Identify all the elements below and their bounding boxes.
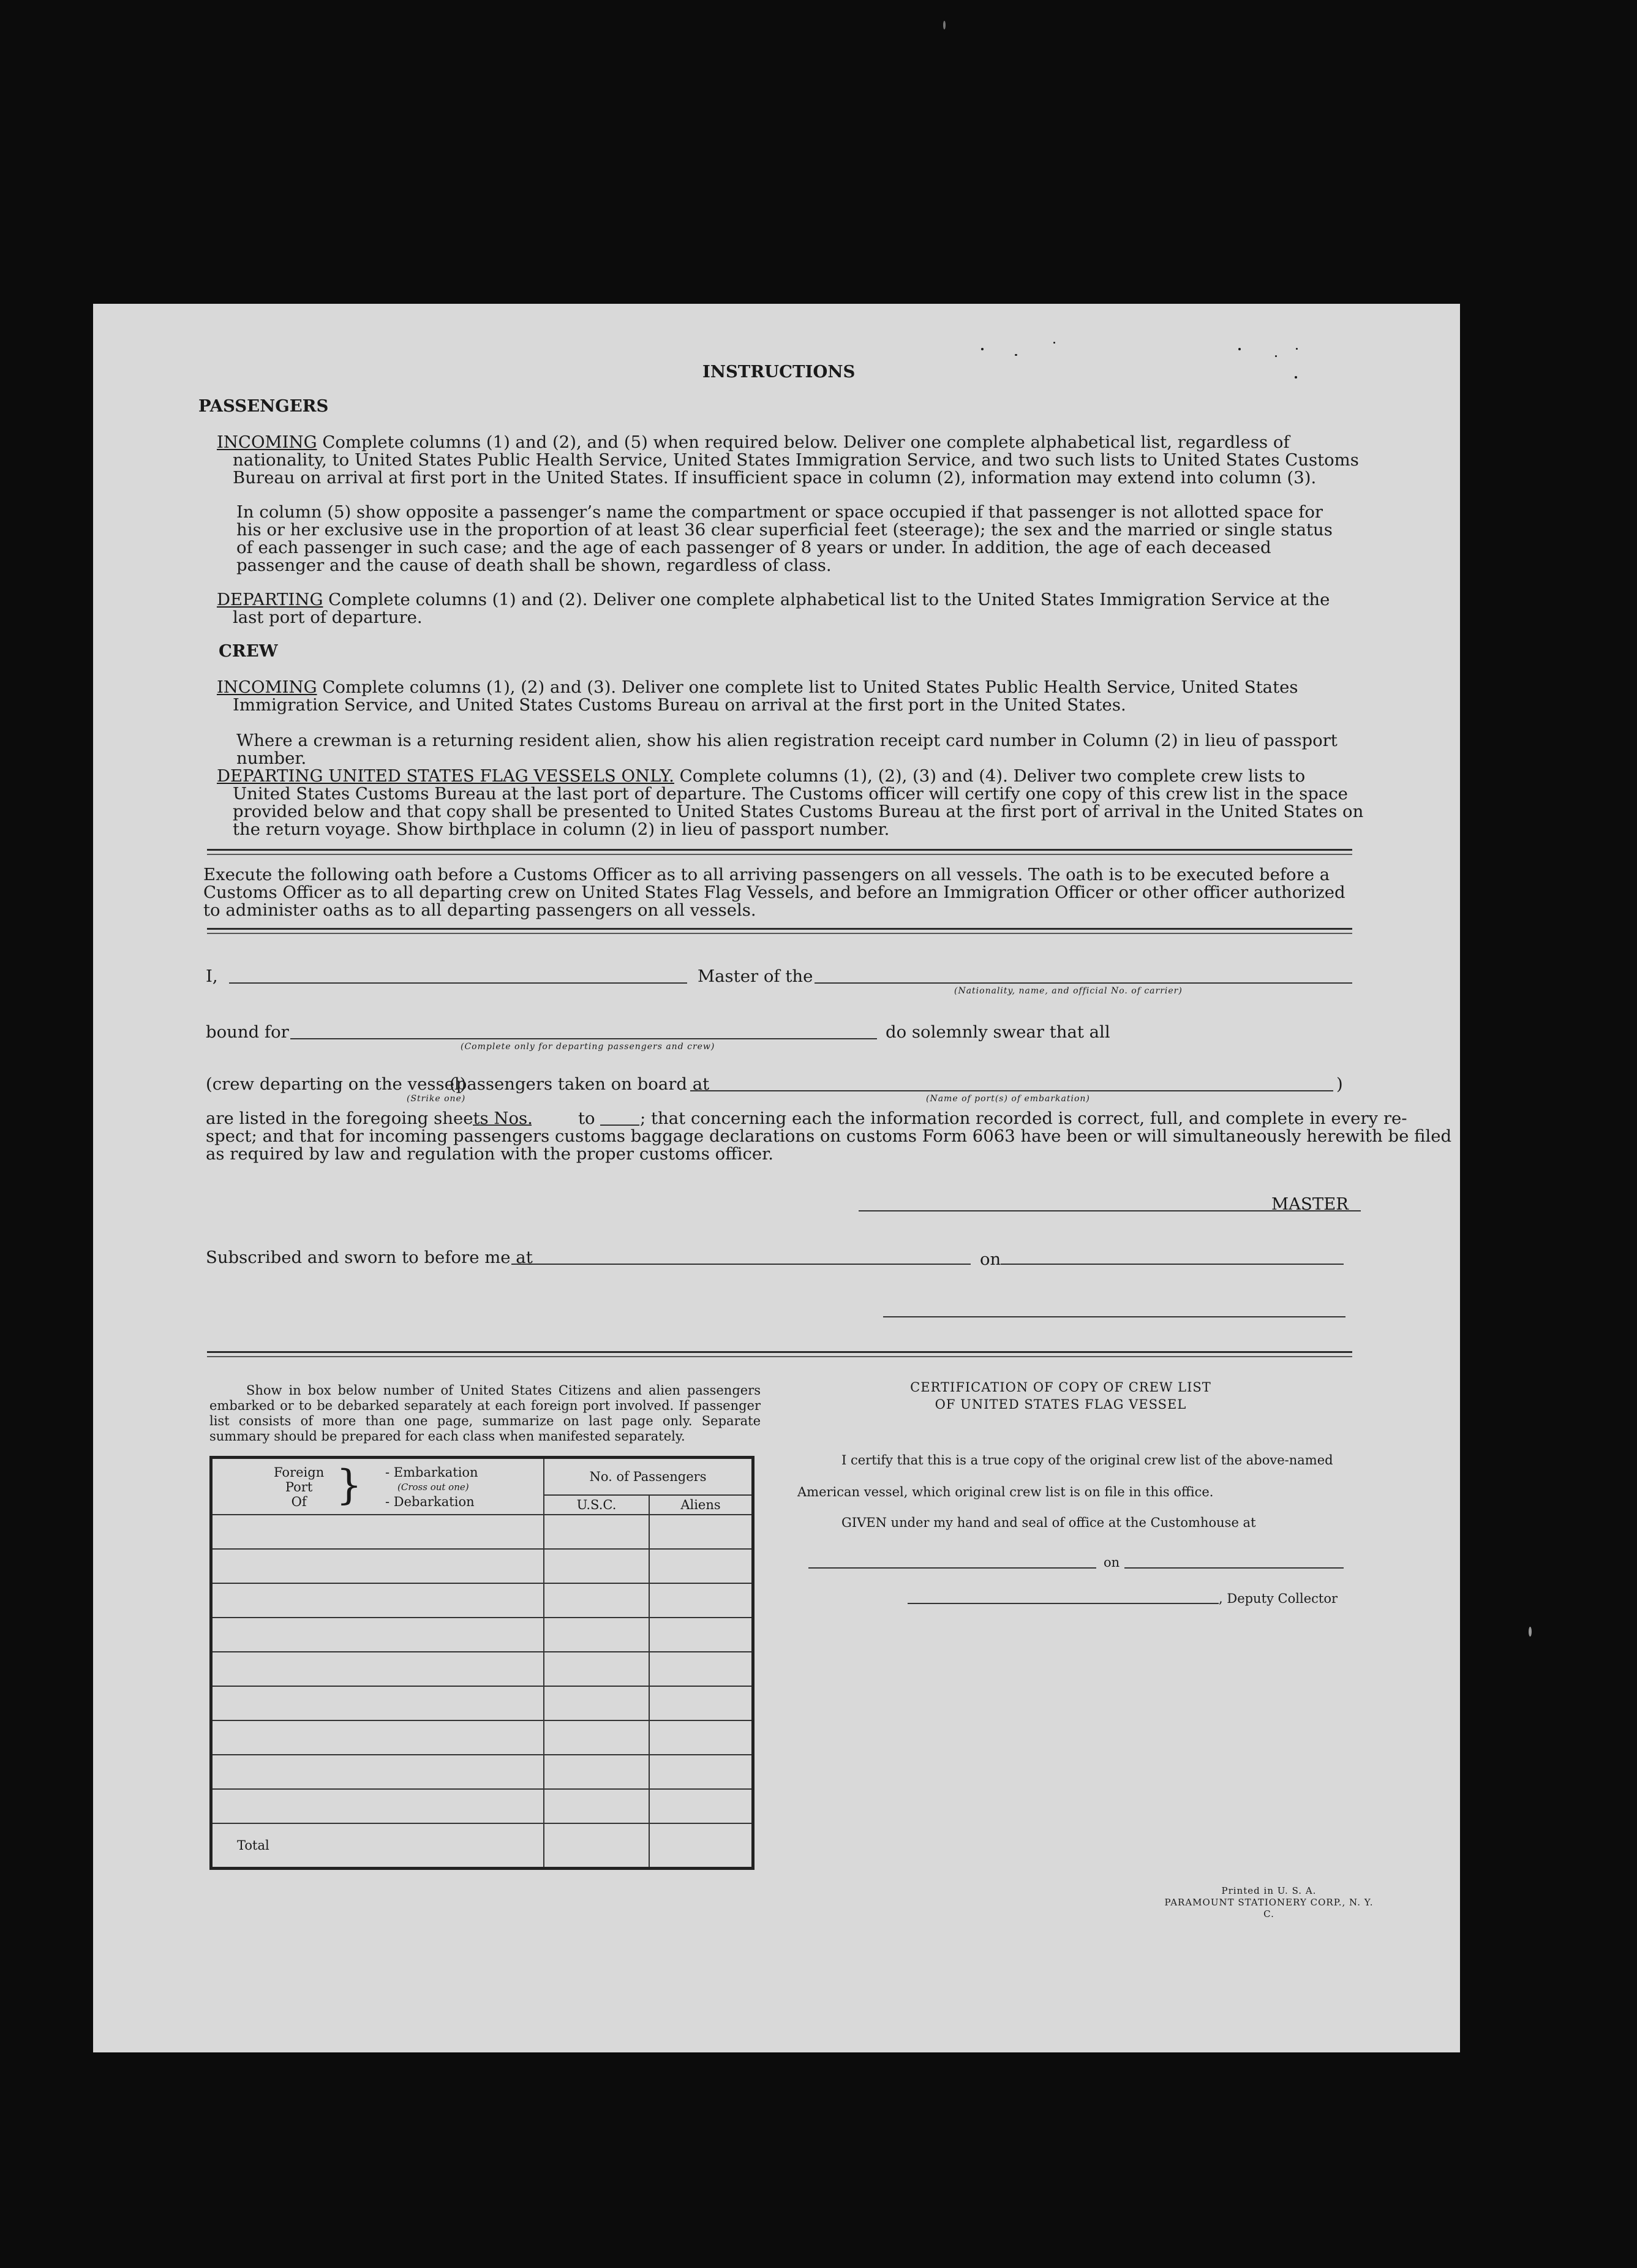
form-sheet [93, 304, 1460, 2052]
crew-departing-paragraph [217, 767, 1366, 838]
given-text: GIVEN under my hand and seal of office at the Customhouse at [841, 1515, 1256, 1530]
foreign-port-header [211, 1458, 544, 1515]
aliens-cell[interactable] [649, 1755, 753, 1789]
aliens-cell[interactable] [649, 1583, 753, 1618]
passengers-departing-text: Complete columns (1) and (2). Deliver one complete alphabetical list to the United States Immigration Service at the last port of departure. [233, 590, 1330, 627]
total-label: Total [211, 1823, 544, 1869]
officer-signature-field[interactable] [883, 1316, 1345, 1317]
respect-text: spect; and that for incoming passengers customs baggage declarations on customs Form 6063 have been or will simultaneously herewith be filed [206, 1126, 1452, 1146]
crew-heading: CREW [219, 641, 278, 661]
listed-label: are listed in the foregoing sheets Nos. [206, 1109, 533, 1128]
crew-alien-paragraph: Where a crewman is a returning resident alien, show his alien registration receipt card number in Column (2) in lieu of passport number. [236, 731, 1338, 768]
sworn-place-field[interactable] [511, 1264, 971, 1265]
table-row [211, 1652, 753, 1686]
usc-cell[interactable] [544, 1789, 649, 1823]
sworn-date-field[interactable] [1001, 1264, 1344, 1265]
column-5-paragraph: In column (5) show opposite a passenger’s name the compartment or space occupied if that passenger is not allotted space for his or her exclusive use in the proportion of at least 36 clear superficial feet (steerage); the sex and the married or single status of each passenger in such case; and the age of each passenger of 8 years or under. In addition, the age of each deceased passenger and the cause of death shall be shown, regardless of class. [236, 502, 1333, 575]
crew-departing-text: Complete columns (1), (2), (3) and (4). Deliver two complete crew lists to United States Customs Bureau at the last port of departure. The Customs officer will certify one copy of this crew list in the space provided below and that copy shall be presented to United States Customs Bureau at the first port of arrival in the United States on the return voyage. Show birthplace in column (2) in lieu of passport number. [233, 766, 1364, 839]
usc-cell[interactable] [544, 1618, 649, 1652]
table-row [211, 1789, 753, 1823]
certify-text: I certify that this is a true copy of the original crew list of the above-named [841, 1453, 1333, 1467]
table-row [211, 1549, 753, 1583]
crew-departing-option[interactable]: (crew departing on the vessel) [206, 1074, 467, 1094]
required-text: as required by law and regulation with the proper customs officer. [206, 1144, 774, 1164]
aliens-header: Aliens [649, 1495, 753, 1515]
debarkation-option[interactable]: - Debarkation [385, 1494, 475, 1509]
aliens-cell[interactable] [649, 1686, 753, 1720]
crew-incoming-label: INCOMING [217, 677, 317, 697]
crew-incoming-paragraph [217, 679, 1366, 714]
close-paren: ) [1336, 1074, 1343, 1094]
oath-intro: Execute the following oath before a Customs Officer as to all arriving passengers on all vessels. The oath is to be executed before a Customs Officer as to all departing crew on United States Flag Vessels, and before an Immigration Officer or other officer authorized to administer oaths as to all departing passengers on all vessels. [203, 865, 1345, 920]
strike-one-hint: (Strike one) [407, 1094, 466, 1104]
passengers-departing-label: DEPARTING [217, 590, 323, 609]
instructions-title: INSTRUCTIONS [702, 362, 856, 382]
speck [1296, 348, 1298, 350]
sworn-on-label: on [980, 1249, 1001, 1269]
table-row [211, 1618, 753, 1652]
speck [1238, 348, 1241, 350]
port-cell[interactable] [211, 1720, 544, 1755]
passengers-incoming-text: Complete columns (1) and (2), and (5) when required below. Deliver one complete alphabetical list, regardless of nationality, to United States Public Health Service, United States Immigration Service, and two such lists to United States Customs Bureau on arrival at first port in the United States. If insufficient space in column (2), information may extend into column (3). [233, 432, 1359, 488]
sheet-to-field[interactable] [600, 1125, 639, 1126]
certification-title-2: OF UNITED STATES FLAG VESSEL [935, 1397, 1187, 1412]
port-cell[interactable] [211, 1686, 544, 1720]
no-of-passengers-header: No. of Passengers [544, 1458, 753, 1496]
speck [1295, 376, 1297, 379]
passengers-incoming-label: INCOMING [217, 432, 317, 452]
aliens-cell[interactable] [649, 1720, 753, 1755]
carrier-hint: (Nationality, name, and official No. of carrier) [954, 986, 1183, 996]
table-row [211, 1686, 753, 1720]
customhouse-field[interactable] [808, 1567, 1096, 1569]
deputy-collector-label: , Deputy Collector [1219, 1591, 1338, 1606]
usc-cell[interactable] [544, 1515, 649, 1549]
aliens-cell[interactable] [649, 1515, 753, 1549]
speck [981, 348, 984, 350]
passengers-heading: PASSENGERS [198, 396, 329, 416]
printer-name: PARAMOUNT STATIONERY CORP., N. Y. C. [1164, 1897, 1374, 1920]
brace: } [336, 1461, 362, 1509]
of-label: Of [291, 1494, 307, 1509]
port-cell[interactable] [211, 1652, 544, 1686]
aliens-cell[interactable] [649, 1618, 753, 1652]
table-row [211, 1720, 753, 1755]
aliens-cell[interactable] [649, 1652, 753, 1686]
crew-incoming-text: Complete columns (1), (2) and (3). Deliver one complete list to United States Public Health Service, United States Immigration Service, and United States Customs Bureau on arrival at the first port in the United States. [233, 677, 1298, 715]
passenger-summary-table [209, 1456, 755, 1870]
embarkation-port-field[interactable] [690, 1090, 1333, 1091]
embarkation-option[interactable]: - Embarkation [385, 1465, 478, 1480]
cert-date-field[interactable] [1124, 1567, 1344, 1569]
aliens-cell[interactable] [649, 1789, 753, 1823]
foreign-label: Foreign [274, 1465, 325, 1480]
divider-summary [207, 1351, 1352, 1357]
divider-instructions [207, 849, 1352, 855]
total-aliens-cell[interactable] [649, 1823, 753, 1869]
speck [1275, 355, 1277, 357]
usc-cell[interactable] [544, 1583, 649, 1618]
aliens-cell[interactable] [649, 1549, 753, 1583]
sheet-from-field[interactable] [473, 1125, 532, 1126]
background-mark [943, 21, 946, 29]
table-row [211, 1515, 753, 1549]
master-of-label: Master of the [698, 966, 813, 986]
printer-imprint [1159, 1885, 1379, 1920]
cert-on-label: on [1104, 1555, 1120, 1570]
total-row [211, 1823, 753, 1869]
port-cell[interactable] [211, 1515, 544, 1549]
port-cell[interactable] [211, 1618, 544, 1652]
printed-in-usa: Printed in U. S. A. [1221, 1885, 1317, 1896]
subscribed-label: Subscribed and sworn to before me at [206, 1248, 533, 1267]
bound-for-label: bound for [206, 1022, 289, 1042]
port-cell[interactable] [211, 1789, 544, 1823]
master-name-field[interactable] [229, 982, 687, 984]
usc-cell[interactable] [544, 1549, 649, 1583]
port-cell[interactable] [211, 1583, 544, 1618]
crew-departing-label: DEPARTING UNITED STATES FLAG VESSELS ONLY. [217, 766, 674, 786]
swear-label: do solemnly swear that all [886, 1022, 1110, 1042]
cross-out-hint: (Cross out one) [397, 1482, 469, 1493]
bound-for-field[interactable] [290, 1038, 877, 1039]
passengers-incoming-paragraph [217, 434, 1366, 487]
master-label: MASTER [1271, 1194, 1349, 1214]
port-label: Port [285, 1480, 313, 1494]
usc-header: U.S.C. [544, 1495, 649, 1515]
i-label: I, [206, 966, 218, 986]
speck [1015, 354, 1017, 356]
usc-cell[interactable] [544, 1755, 649, 1789]
total-usc-cell[interactable] [544, 1823, 649, 1869]
deputy-signature-field[interactable] [908, 1603, 1219, 1604]
summary-note: Show in box below number of United States Citizens and alien passengers embarked or to be debarked separately at each foreign port involved. If passenger list consists of more than one page, summarize on last page only. Separate summary should be prepared for each class when manifested separately. [209, 1383, 761, 1444]
to-label: to [578, 1109, 595, 1128]
table-row [211, 1583, 753, 1618]
usc-cell[interactable] [544, 1686, 649, 1720]
vessel-text: American vessel, which original crew list is on file in this office. [797, 1485, 1214, 1499]
speck [1053, 342, 1055, 344]
passengers-departing-paragraph [217, 591, 1366, 627]
background-mark [1529, 1627, 1532, 1637]
certification-title-1: CERTIFICATION OF COPY OF CREW LIST [910, 1380, 1211, 1395]
carrier-field[interactable] [815, 982, 1352, 984]
passengers-taken-option[interactable]: (passengers taken on board at [450, 1074, 710, 1094]
port-hint: (Name of port(s) of embarkation) [926, 1094, 1090, 1104]
port-cell[interactable] [211, 1755, 544, 1789]
concerning-text: ; that concerning each the information recorded is correct, full, and complete in every re- [640, 1109, 1407, 1128]
divider-oath [207, 928, 1352, 934]
table-row [211, 1755, 753, 1789]
bound-for-hint: (Complete only for departing passengers and crew) [461, 1042, 715, 1052]
usc-cell[interactable] [544, 1720, 649, 1755]
port-cell[interactable] [211, 1549, 544, 1583]
usc-cell[interactable] [544, 1652, 649, 1686]
